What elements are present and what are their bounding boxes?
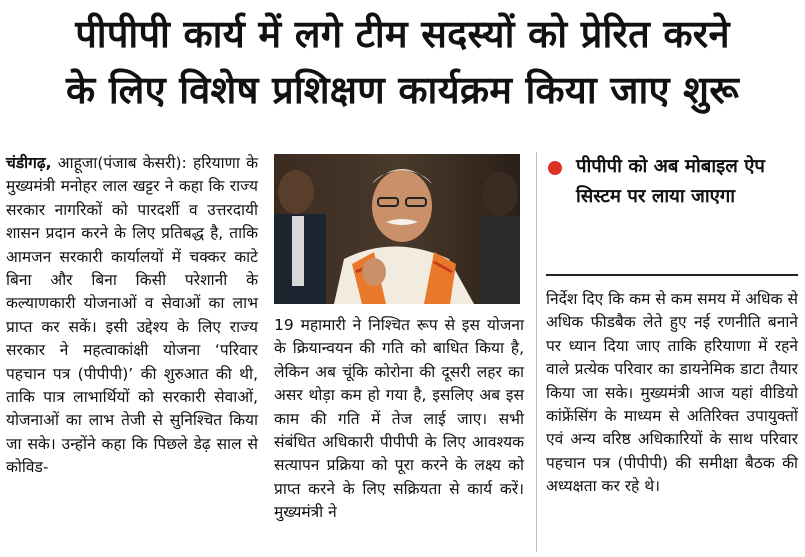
article-column-2: [274, 314, 524, 525]
column-3-text: निर्देश दिए कि कम से कम समय में अधिक से अधिक फीडबैक लेते हुए नई रणनीति बनाने पर ध्यान दिया जाए ताकि हरियाणा में रहने वाले प्रत्येक परिवार का डायनेमिक डाटा तैयार किया जा सके। मुख्यमंत्री आज यहां वीडियो कांफ्रेंसिंग के माध्यम से अतिरिक्त उपायुक्तों एवं अन्य वरिष्ठ अधिकारियों के साथ परिवार पहचान पत्र (पीपीपी) की समीक्षा बैठक की अध्यक्षता कर रहे थे।: [546, 290, 798, 496]
article-column-3: [546, 288, 798, 499]
column-1-text: हरियाणा के मुख्यमंत्री मनोहर लाल खट्टर ने कहा कि राज्य सरकार नागरिकों को पारदर्शी व उत्तरदायी शासन प्रदान करने के लिए प्रतिबद्ध है, ताकि आमजन सरकारी कार्यालयों में चक्कर काटे बिना और बिना किसी परेशानी के कल्याणकारी योजनाओं व सेवाओं का लाभ प्राप्त कर सकें। इसी उद्देश्य के लिए राज्य सरकार ने महत्वाकांक्षी योजना ‘परिवार पहचान पत्र (पीपीपी)’ की शुरुआत की थी, ताकि पात्र लाभार्थियों को सरकारी सेवाओं, योजनाओं का लाभ तेजी से सुनिश्चित किया जा सके। उन्होंने कहा कि पिछले डेढ़ साल से कोविड-: [6, 154, 258, 477]
column-divider: [536, 152, 537, 552]
column-2-text: 19 महामारी ने निश्चित रूप से इस योजना के क्रियान्वयन की गति को बाधित किया है, लेकिन अब चूंकि कोरोना की दूसरी लहर का असर थोड़ा कम हो गया है, इसलिए अब इस काम की गति में तेज लाई जाए। सभी संबंधित अधिकारी पीपीपी के लिए आवश्यक सत्यापन प्रक्रिया को पूरा करने के लक्ष्य को प्राप्त करने के लिए सक्रियता से कार्य करें। मुख्यमंत्री ने: [274, 316, 524, 522]
subheading-rule: [546, 274, 798, 276]
subheading-text: पीपीपी को अब मोबाइल ऐप सिस्टम पर लाया जाएगा: [576, 156, 765, 207]
article-column-1: [6, 152, 258, 480]
headline-line-2: के लिए विशेष प्रशिक्षण कार्यक्रम किया जाए शुरू: [66, 68, 739, 112]
article-photo: [274, 154, 520, 304]
chief-minister-photo-icon: [274, 154, 520, 304]
headline: [10, 6, 795, 118]
sidebar-subheading: [548, 152, 798, 212]
dateline: चंडीगढ़,: [6, 154, 52, 172]
headline-line-1: पीपीपी कार्य में लगे टीम सदस्यों को प्रेरित करने: [75, 12, 730, 56]
byline: आहूजा(पंजाब केसरी):: [51, 154, 187, 172]
bullet-icon: [548, 161, 562, 175]
